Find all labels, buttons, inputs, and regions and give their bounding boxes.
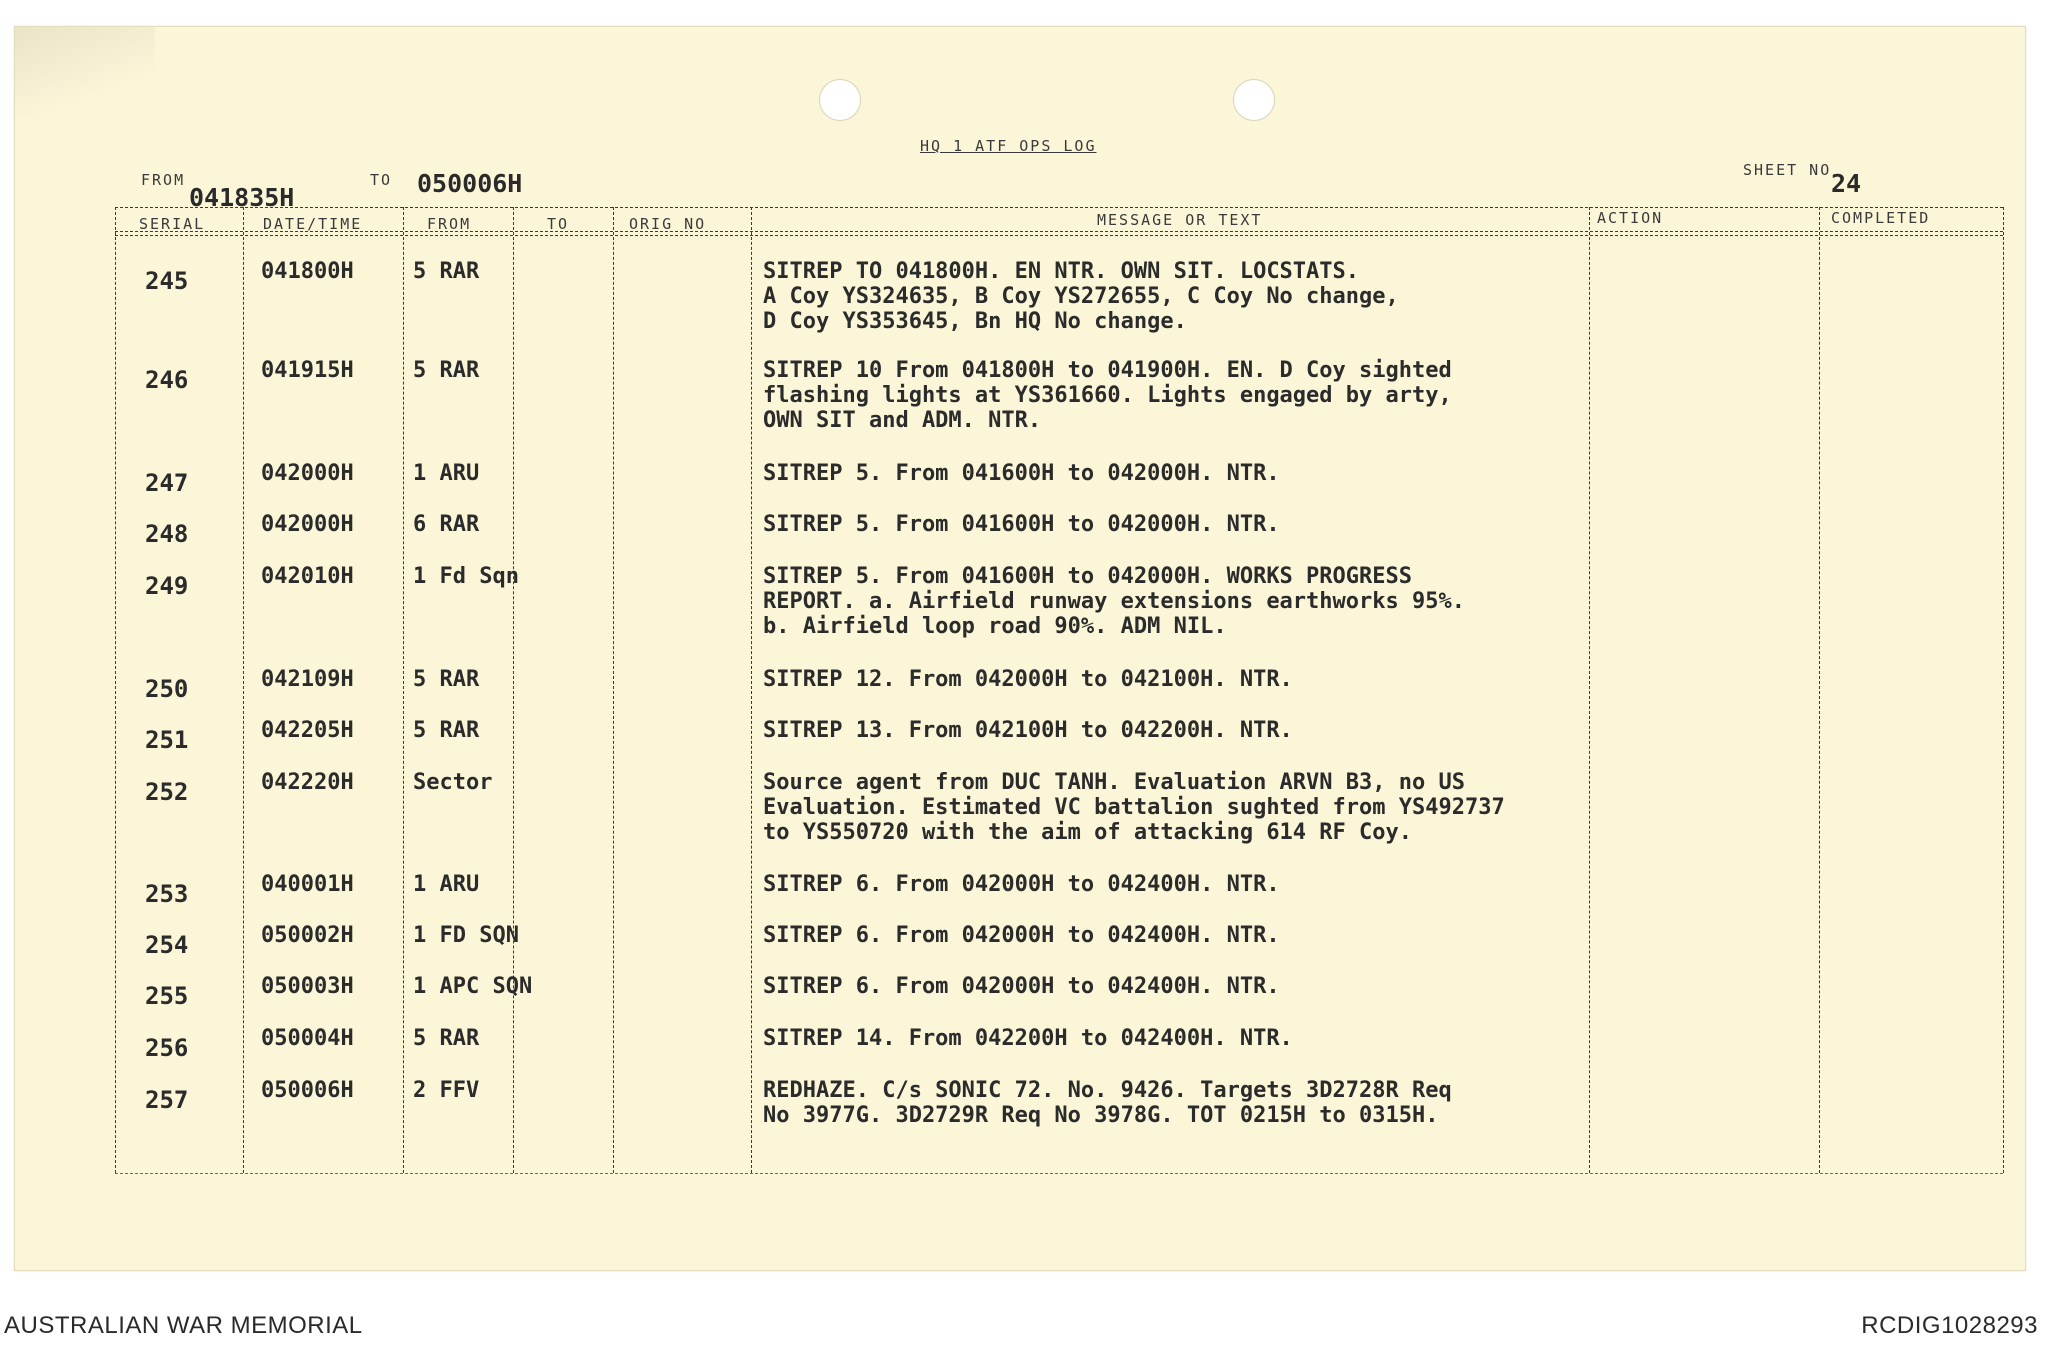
column-divider: [751, 207, 752, 1173]
entry-from: 5 RAR: [413, 667, 480, 692]
entry-message: [763, 259, 1399, 334]
message-line: REDHAZE. C/s SONIC 72. No. 9426. Targets 3D2728R Req: [763, 1078, 1452, 1103]
message-line: SITREP 6. From 042000H to 042400H. NTR.: [763, 872, 1280, 897]
entry-message: [763, 770, 1505, 845]
message-line: b. Airfield loop road 90%. ADM NIL.: [763, 614, 1227, 639]
message-line: SITREP 10 From 041800H to 041900H. EN. D Coy sighted: [763, 358, 1452, 383]
entry-datetime: 050002H: [261, 923, 354, 948]
column-divider: [403, 207, 404, 1173]
message-line: No 3977G. 3D2729R Req No 3978G. TOT 0215H to 0315H.: [763, 1103, 1439, 1128]
entry-message: [763, 1078, 1452, 1128]
entry-message: [763, 564, 1465, 639]
entry-message: [763, 718, 1293, 743]
entry-datetime: 050006H: [261, 1078, 354, 1103]
to-label: TO: [370, 171, 393, 189]
entry-serial: 245: [145, 267, 189, 295]
column-divider: [1819, 207, 1820, 1173]
log-title: HQ 1 ATF OPS LOG: [920, 137, 1097, 155]
message-line: SITREP 5. From 041600H to 042000H. NTR.: [763, 461, 1280, 486]
entry-serial: 252: [145, 778, 189, 806]
message-line: Source agent from DUC TANH. Evaluation ARVN B3, no US: [763, 770, 1465, 795]
table-top-rule: [115, 207, 2003, 208]
entry-message: [763, 923, 1280, 948]
entry-message: [763, 1026, 1293, 1051]
column-header-serial: SERIAL: [139, 215, 206, 233]
entry-datetime: 050003H: [261, 974, 354, 999]
header-rule-lower: [115, 235, 2003, 236]
entry-datetime: 042205H: [261, 718, 354, 743]
entry-datetime: 042220H: [261, 770, 354, 795]
column-header-from: FROM: [427, 215, 472, 233]
from-label: FROM: [141, 171, 186, 189]
message-line: Evaluation. Estimated VC battalion sughted from YS492737: [763, 795, 1505, 820]
message-line: SITREP 6. From 042000H to 042400H. NTR.: [763, 923, 1280, 948]
entry-from: 1 ARU: [413, 872, 480, 897]
column-header-action: ACTION: [1597, 209, 1664, 227]
message-line: to YS550720 with the aim of attacking 614 RF Coy.: [763, 820, 1413, 845]
column-header-datetime: DATE/TIME: [263, 215, 363, 233]
log-table: [15, 27, 2025, 1270]
entry-serial: 247: [145, 469, 189, 497]
message-line: SITREP 14. From 042200H to 042400H. NTR.: [763, 1026, 1293, 1051]
entry-message: [763, 461, 1280, 486]
entry-serial: 255: [145, 982, 189, 1010]
message-line: D Coy YS353645, Bn HQ No change.: [763, 309, 1187, 334]
column-header-to: TO: [547, 215, 570, 233]
entry-datetime: 042000H: [261, 461, 354, 486]
footer-credit: AUSTRALIAN WAR MEMORIAL: [4, 1312, 363, 1339]
entry-message: [763, 358, 1452, 433]
message-line: SITREP TO 041800H. EN NTR. OWN SIT. LOCSTATS.: [763, 259, 1360, 284]
entry-serial: 250: [145, 675, 189, 703]
message-line: SITREP 13. From 042100H to 042200H. NTR.: [763, 718, 1293, 743]
entry-from: 5 RAR: [413, 259, 480, 284]
footer-reference: RCDIG1028293: [1861, 1312, 2038, 1339]
message-line: SITREP 6. From 042000H to 042400H. NTR.: [763, 974, 1280, 999]
entry-datetime: 042010H: [261, 564, 354, 589]
table-bottom-rule: [115, 1173, 2003, 1174]
entry-message: [763, 667, 1293, 692]
entry-datetime: 042109H: [261, 667, 354, 692]
entry-serial: 251: [145, 726, 189, 754]
message-line: SITREP 5. From 041600H to 042000H. WORKS PROGRESS: [763, 564, 1413, 589]
message-line: SITREP 5. From 041600H to 042000H. NTR.: [763, 512, 1280, 537]
entry-serial: 249: [145, 572, 189, 600]
column-divider: [1589, 207, 1590, 1173]
column-divider: [2003, 207, 2004, 1173]
column-header-completed: COMPLETED: [1831, 209, 1931, 227]
entry-message: [763, 974, 1280, 999]
entry-from: 1 FD SQN: [413, 923, 519, 948]
message-line: A Coy YS324635, B Coy YS272655, C Coy No change,: [763, 284, 1399, 309]
header-rule: [115, 231, 2003, 232]
entry-datetime: 040001H: [261, 872, 354, 897]
entry-serial: 254: [145, 931, 189, 959]
entry-from: 5 RAR: [413, 718, 480, 743]
entry-from: 2 FFV: [413, 1078, 480, 1103]
entry-from: 5 RAR: [413, 358, 480, 383]
column-divider: [613, 207, 614, 1173]
entry-serial: 246: [145, 366, 189, 394]
message-line: REPORT. a. Airfield runway extensions earthworks 95%.: [763, 589, 1465, 614]
column-header-orig-no: ORIG NO: [629, 215, 707, 233]
entry-serial: 248: [145, 520, 189, 548]
sheet-label: SHEET NO: [1743, 161, 1832, 179]
entry-datetime: 041915H: [261, 358, 354, 383]
message-line: SITREP 12. From 042000H to 042100H. NTR.: [763, 667, 1293, 692]
entry-from: 1 Fd Sqn: [413, 564, 519, 589]
entry-message: [763, 872, 1280, 897]
entry-serial: 253: [145, 880, 189, 908]
entry-from: 1 APC SQN: [413, 974, 533, 999]
entry-from: 1 ARU: [413, 461, 480, 486]
column-divider: [115, 207, 116, 1173]
to-value: 050006H: [417, 169, 523, 198]
column-header-message: MESSAGE OR TEXT: [1097, 211, 1263, 229]
entry-datetime: 041800H: [261, 259, 354, 284]
column-divider: [513, 207, 514, 1173]
entry-serial: 256: [145, 1034, 189, 1062]
sheet-value: 24: [1831, 169, 1862, 198]
entry-from: 6 RAR: [413, 512, 480, 537]
log-sheet: [14, 26, 2026, 1271]
entry-serial: 257: [145, 1086, 189, 1114]
from-value: 041835H: [189, 183, 295, 212]
column-divider: [243, 207, 244, 1173]
message-line: flashing lights at YS361660. Lights engaged by arty,: [763, 383, 1452, 408]
entry-datetime: 050004H: [261, 1026, 354, 1051]
message-line: OWN SIT and ADM. NTR.: [763, 408, 1042, 433]
entry-from: Sector: [413, 770, 493, 795]
entry-datetime: 042000H: [261, 512, 354, 537]
entry-from: 5 RAR: [413, 1026, 480, 1051]
entry-message: [763, 512, 1280, 537]
